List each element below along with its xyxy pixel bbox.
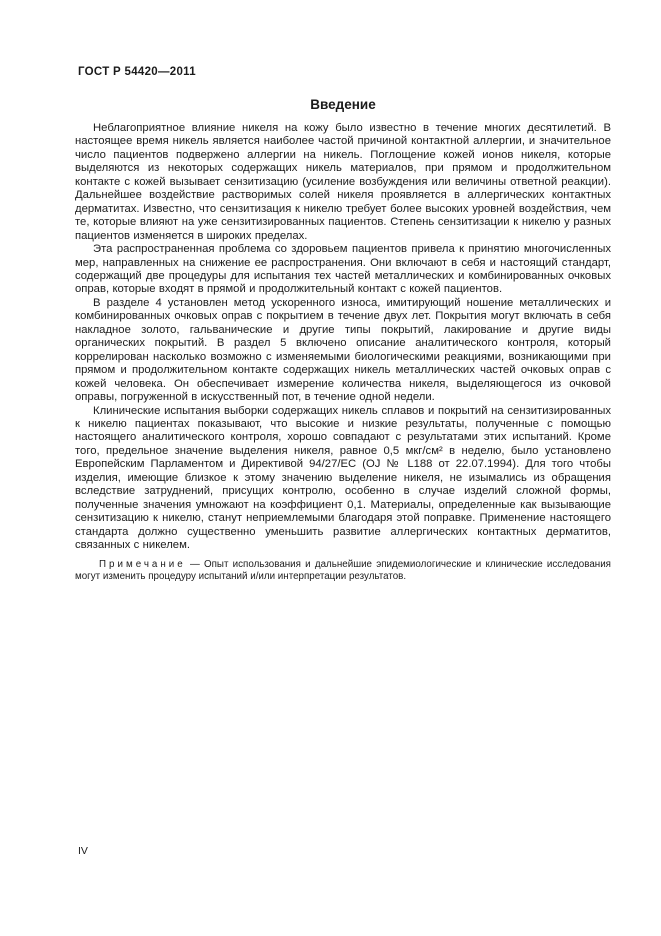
page-title: Введение bbox=[310, 97, 376, 112]
intro-paragraph-1: Неблагоприятное влияние никеля на кожу было известно в течение многих десятилетий. В настоящее время никель является наиболее частой причиной контактной аллергии, и значительное число пациентов подвержено аллергии на никель. Поглощение кожей ионов никеля, которые выделяются из некоторых содержащих никель материалов, при прямом и продолжительном контакте с кожей вызывает сензитизацию (усиление возбуждения или величины ответной реакции). Дальнейшее воздействие растворимых солей никеля проявляется в аллергических контактных дерматитах. Известно, что сензитизация к никелю требует более высоких уровней воздействия, чем те, которые влияют на уже сензитизированных пациентов. Степень сензитизации к никелю у разных пациентов изменяется в широких пределах. bbox=[75, 122, 611, 242]
intro-paragraph-3: В разделе 4 установлен метод ускоренного износа, имитирующий ношение металлических и комбинированных очковых оправ с покрытием в течение двух лет. Покрытия могут включать в себя накладное золото, гальванические и другие типы покрытий, лакирование и другие виды органических покрытий. В раздел 5 включено описание аналитического контроля, который коррелирован насколько возможно с изменяемыми биологическими реакциями, возникающими при прямом и продолжительном контакте содержащих никель металлических частей очковых оправ с кожей человека. Он обеспечивает измерение количества никеля, выделяющегося из очковой оправы, погруженной в искусственный пот, в течение одной недели. bbox=[75, 296, 611, 404]
note-text: — Опыт использования и дальнейшие эпидемиологические и клинические исследования могут изменить процедуру испытаний и/или интерпретации результатов. bbox=[75, 558, 611, 582]
page-number: IV bbox=[78, 845, 88, 857]
document-code: ГОСТ Р 54420—2011 bbox=[78, 66, 196, 78]
introduction-section bbox=[75, 122, 611, 583]
note-label: Примечание bbox=[99, 558, 186, 570]
note bbox=[75, 559, 611, 583]
intro-paragraph-4: Клинические испытания выборки содержащих никель сплавов и покрытий на сензитизированных к никелю пациентах показывают, что высокие и низкие результаты, полученные с помощью настоящего аналитического контроля, хорошо совпадают с результатами этих испытаний. Кроме того, предельное значение выделения никеля, равное 0,5 мкг/см² в неделю, было установлено Европейским Парламентом и Директивой 94/27/ЕС (OJ № L188 от 22.07.1994). Для того чтобы изделия, имеющие близкое к этому значению выделение никеля, не изымались из обращения вследствие затруднений, присущих контролю, особенно в случае изделий сложной формы, полученные значения умножают на коэффициент 0,1. Материалы, определенные как вызывающие сензитизацию к никелю, станут неприемлемыми благодаря этой поправке. Применение настоящего стандарта должно существенно уменьшить развитие аллергических контактных дерматитов, связанных с никелем. bbox=[75, 404, 611, 552]
intro-paragraph-2: Эта распространенная проблема со здоровьем пациентов привела к принятию многочисленных мер, направленных на снижение ее распространения. Они включают в себя и настоящий стандарт, содержащий две процедуры для испытания тех частей металлических и комбинированных очковых оправ, которые входят в прямой и продолжительный контакт с кожей пациентов. bbox=[75, 243, 611, 296]
